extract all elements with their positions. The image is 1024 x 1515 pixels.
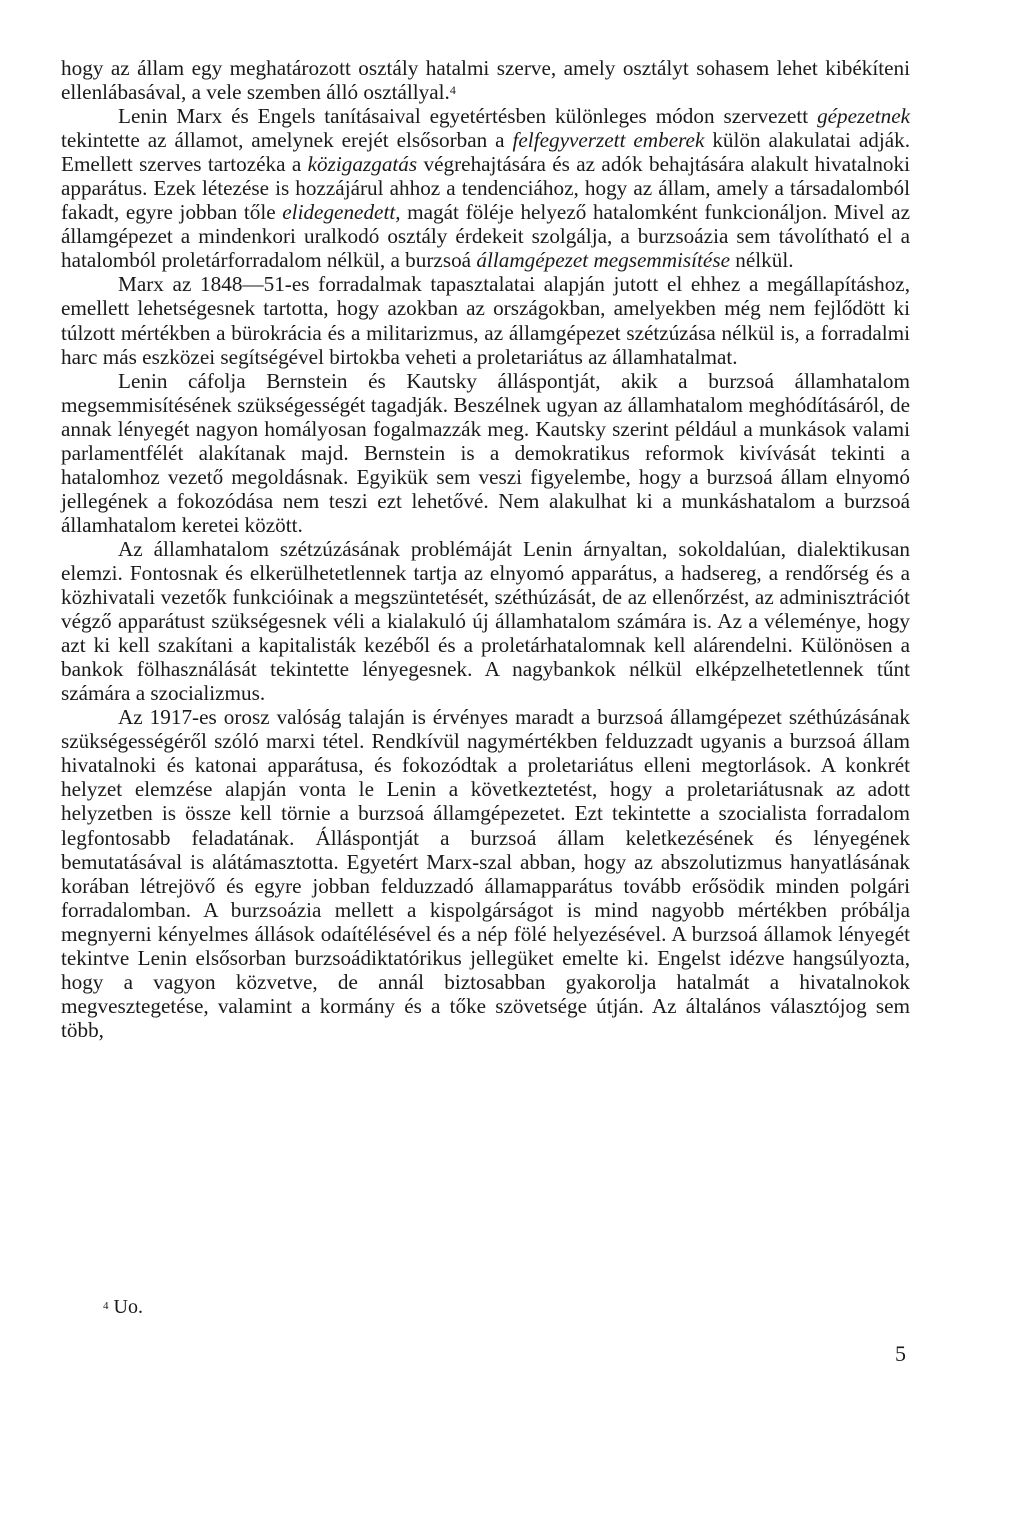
text-run: nélkül. [729,248,794,273]
footnote-marker: 4 [103,1300,109,1312]
emphasis-text: államgépezet megsemmisítése [476,248,730,273]
page-number: 5 [895,1341,906,1366]
paragraph-2 [61,104,910,272]
footnote-reference: 4 [449,83,456,98]
text-run: Az államhatalom szétzúzásának problémáját Lenin árnyaltan, sokoldalúan, dialektikusan elemzi. Fontosnak és elkerülhetetlennek tartja az elnyomó apparátus, a hadsereg, a rendőrség és a közhivatali vezetők funkcióinak a megszüntetését, széthúzását, de az ellenőrzést, az adminisztrációt végző apparátust szükségesnek véli a kialakuló új államhatalom számára is. Az a véleménye, hogy azt ki kell szakítani a kapitalisták kezéből és a proletárhatalomnak kell alárendelni. Különösen a bankok fölhasználását tekintette lényegesnek. A nagybankok nélkül elképzelhetetlennek tűnt számára a szocializmus. [61,536,910,706]
text-run: Lenin Marx és Engels tanításaival egyetértésben különleges módon szervezett [118,104,818,129]
paragraph-1 [61,56,910,104]
emphasis-text: elidegenedett, [282,200,401,225]
paragraph-4 [61,369,910,537]
paragraph-3 [61,272,910,368]
page-body [61,56,910,1042]
text-run: Lenin cáfolja Bernstein és Kautsky álláspontját, akik a burzsoá államhatalom megsemmisítésének szükségességét tagadják. Beszélnek ugyan az államhatalom meghódításáról, de annak lényegét nagyon homályosan fogalmazzák meg. Kautsky szerint például a munkások valami parlamentfélét alakítanak majd. Bernstein is a demokratikus reformok kivívását tekinti a hatalomhoz vezető megoldásnak. Egyikük sem veszi figyelembe, hogy a burzsoá állam elnyomó jellegének a fokozódása nem teszi ezt lehetővé. Nem alakulhat ki a munkáshatalom a burzsoá államhatalom keretei között. [61,368,910,537]
paragraph-5 [61,537,910,705]
text-run: Az 1917-es orosz valóság talaján is érvényes maradt a burzsoá államgépezet széthúzásának szükségességéről szóló marxi tétel. Rendkívül nagymértékben felduzzadt ugyanis a burzsoá állam hivatalnoki és katonai apparátusa, és fokozódtak a proletariátus elleni megtorlások. A konkrét helyzet elemzése alapján vonta le Lenin a következtetést, hogy a proletariátusnak az adott helyzetben is össze kell törnie a burzsoá államgépezetet. Ezt tekintette a szocialista forradalom legfontosabb feladatának. Álláspontját a burzsoá állam keletkezésének és lényegének bemutatásával is alátámasztotta. Egyetért Marx-szal abban, hogy az abszolutizmus hanyatlásának korában létrejövő és egyre jobban felduzzadó államapparátus tovább erősödik minden polgári forradalomban. A burzsoázia mellett a kispolgárságot is mind nagyobb mértékben próbálja megnyerni kényelmes állások odaítélésével és a nép fölé helyezésével. A burzsoá államok lényegét tekintve Lenin elsősorban burzsoádiktatórikus jellegüket emelte ki. Engelst idézve hangsúlyozta, hogy a vagyon közvetve, de annál biztosabban gyakorolja hatalmát a hivatalnokok megvesztegetése, valamint a kormány és a tőke szövetsége útján. Az általános választójog sem több, [61,705,910,1042]
footnote [103,1295,143,1319]
footnote-text: Uo. [113,1296,143,1318]
emphasis-text: gépezetnek [817,104,910,129]
text-run: Marx az 1848—51-es forradalmak tapasztalatai alapján jutott el ehhez a megállapításhoz, emellett lehetségesnek tartotta, hogy azokban az országokban, amelyekben még nem fejlődött ki túlzott mértékben a bürokrácia és a militarizmus, az államgépezet szétzúzása nélkül is, a forradalmi harc más eszközei segítségével birtokba veheti a proletariátus az államhatalmat. [61,272,910,369]
paragraph-6 [61,705,910,1042]
text-run: tekintette az államot, amelynek erejét elsősorban a [61,128,513,153]
text-run: hogy az állam egy meghatározott osztály hatalmi szerve, amely osztályt sohasem lehet kibékíteni ellenlábasával, a vele szemben álló osztállyal. [61,56,910,105]
emphasis-text: felfegyverzett emberek [512,128,705,153]
emphasis-text: közigazgatás [307,152,418,177]
text-run: külön alakulatai adják. Emellett szerves tartozéka a [61,128,910,177]
text-run: magát föléje helyező hatalomként funkcionáljon. Mivel az államgépezet a mindenkori uralkodó osztály érdekeit szolgálja, a burzsoázia sem távolítható el a hatalomból proletárforradalom nélkül, a burzsoá [61,200,910,273]
text-run: végrehajtására és az adók behajtására alakult hivatalnoki apparátus. Ezek létezése is hozzájárul ahhoz a tendenciához, hogy az állam, amely a társadalomból fakadt, egyre jobban tőle [61,152,910,225]
